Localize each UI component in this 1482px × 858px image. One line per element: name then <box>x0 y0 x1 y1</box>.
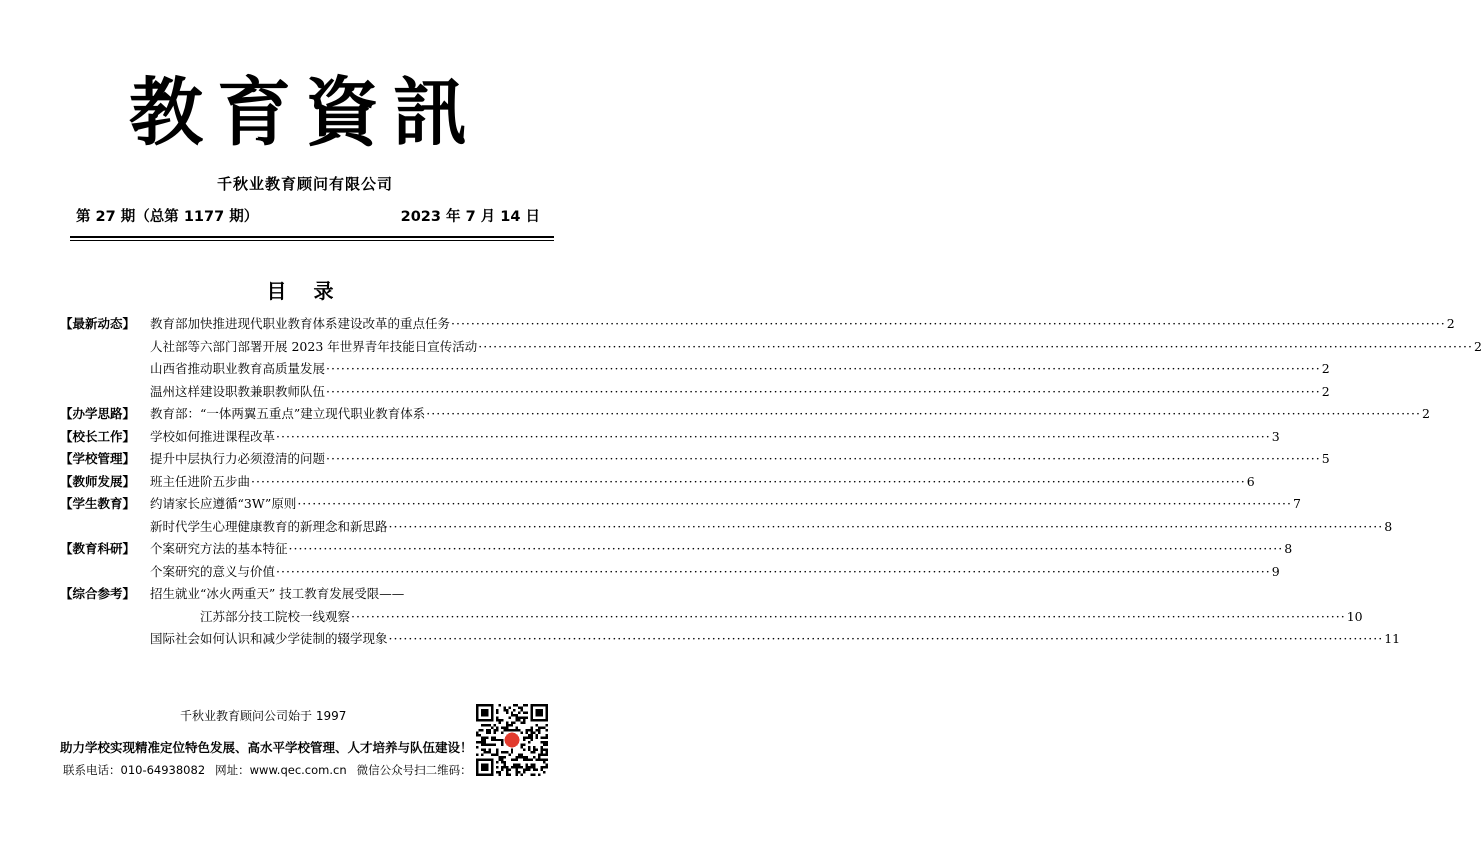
toc-entry-title: 班主任进阶五步曲 <box>150 473 251 489</box>
toc-page-number: 3 <box>1271 428 1280 444</box>
toc-page-number: 2 <box>1473 338 1482 354</box>
toc-category: 【校长工作】 <box>60 428 136 444</box>
toc-entry[interactable] <box>150 336 1482 358</box>
toc-row <box>60 538 1293 561</box>
toc-row <box>60 448 1330 471</box>
toc-page-number: 7 <box>1293 496 1301 511</box>
toc-row <box>60 381 1330 404</box>
toc-category: 【最新动态】 <box>60 316 136 331</box>
footer-phone: 联系电话：010-64938082 <box>63 763 206 777</box>
footer-since: 千秋业教育顾问公司始于 1997 <box>180 709 347 723</box>
wechat-qr-code-icon <box>476 704 548 776</box>
toc-entry-title: 招生就业“冰火两重天” 技工教育发展受限—— <box>150 586 405 601</box>
toc-leader-dots: ········································································································································································································ <box>297 496 1293 511</box>
toc-entry[interactable] <box>150 628 1401 650</box>
toc-row <box>60 426 1280 449</box>
footer-wechat: 微信公众号扫二维码： <box>356 763 472 777</box>
footer-website: 网址：www.qec.com.cn <box>215 763 347 777</box>
toc-page-number: 2 <box>1446 316 1455 331</box>
toc-leader-dots: ········································································································································································································ <box>451 316 1446 331</box>
toc-category: 【办学思路】 <box>60 406 136 421</box>
toc-row <box>60 313 1455 336</box>
header-rule-thick <box>70 236 554 238</box>
toc-page-number: 2 <box>1321 361 1330 376</box>
toc-entry[interactable] <box>150 538 1293 560</box>
toc-page-number: 2 <box>1321 383 1330 399</box>
toc-leader-dots: ········································································································································································································ <box>276 563 1271 579</box>
toc-leader-dots: ········································································································································································································ <box>326 383 1321 399</box>
toc-leader-dots: ········································································································································································································ <box>478 338 1473 354</box>
toc-entry[interactable] <box>150 426 1280 448</box>
toc-entry[interactable] <box>150 448 1330 470</box>
toc-category: 【学生教育】 <box>60 496 136 511</box>
toc-entry[interactable] <box>150 381 1330 403</box>
toc-row <box>60 561 1280 584</box>
company-name: 千秋业教育顾问有限公司 <box>216 175 393 193</box>
toc-leader-dots: ········································································································································································································ <box>326 451 1321 466</box>
toc-row <box>60 403 1430 426</box>
toc-leader-dots: ········································································································································································································ <box>251 473 1246 489</box>
toc-entry-title: 江苏部分技工院校一线观察 <box>200 608 351 624</box>
issue-date: 2023 年 7 月 14 日 <box>400 209 540 225</box>
toc-row <box>60 471 1255 494</box>
toc-page-number: 2 <box>1421 406 1430 421</box>
toc-entry[interactable] <box>150 516 1393 538</box>
toc-row <box>60 336 1482 359</box>
footer-contact <box>63 762 472 778</box>
toc-category: 【学校管理】 <box>60 451 136 466</box>
toc-page-number: 6 <box>1246 473 1255 489</box>
table-of-contents <box>60 313 1482 651</box>
toc-entry-title: 教育部加快推进现代职业教育体系建设改革的重点任务 <box>150 316 451 331</box>
header-rule-thin <box>70 240 554 241</box>
toc-leader-dots: ········································································································································································································ <box>326 361 1321 376</box>
toc-entry-title: 个案研究方法的基本特征 <box>150 541 288 556</box>
toc-leader-dots: ········································································································································································································ <box>351 608 1346 624</box>
toc-entry-title: 新时代学生心理健康教育的新理念和新思路 <box>150 518 388 534</box>
toc-entry[interactable] <box>150 583 550 605</box>
toc-entry-title: 山西省推动职业教育高质量发展 <box>150 361 326 376</box>
toc-entry[interactable] <box>150 561 1280 583</box>
toc-row <box>60 493 1301 516</box>
toc-page-number: 8 <box>1384 518 1393 534</box>
toc-entry[interactable] <box>150 493 1301 515</box>
toc-entry-title: 国际社会如何认识和减少学徒制的辍学现象 <box>150 631 388 646</box>
toc-row <box>60 358 1330 381</box>
masthead-title: 教育資訊 <box>129 70 481 156</box>
issue-number: 第 27 期（总第 1177 期） <box>76 209 259 225</box>
toc-page-number: 8 <box>1284 541 1293 556</box>
toc-category: 【教育科研】 <box>60 541 136 556</box>
toc-leader-dots: ········································································································································································································ <box>288 541 1284 556</box>
toc-entry[interactable] <box>200 606 1363 628</box>
toc-entry-title: 学校如何推进课程改革 <box>150 428 276 444</box>
toc-row <box>60 516 1393 539</box>
toc-leader-dots: ········································································································································································································ <box>388 631 1384 646</box>
toc-page-number: 9 <box>1271 563 1280 579</box>
toc-entry-title: 个案研究的意义与价值 <box>150 563 276 579</box>
toc-entry[interactable] <box>150 403 1430 425</box>
toc-entry-title: 教育部：“一体两翼五重点”建立现代职业教育体系 <box>150 406 426 421</box>
toc-leader-dots: ········································································································································································································ <box>388 518 1384 534</box>
toc-row <box>60 628 1401 651</box>
toc-row <box>60 606 1363 629</box>
toc-page-number: 11 <box>1384 631 1401 646</box>
toc-category: 【综合参考】 <box>60 586 136 601</box>
toc-page-number: 10 <box>1346 608 1363 624</box>
toc-entry-title: 约请家长应遵循“3W”原则 <box>150 496 297 511</box>
toc-row <box>60 583 550 606</box>
toc-entry[interactable] <box>150 313 1455 335</box>
toc-entry-title: 温州这样建设职教兼职教师队伍 <box>150 383 326 399</box>
footer-slogan: 助力学校实现精准定位特色发展、高水平学校管理、人才培养与队伍建设！ <box>60 740 473 755</box>
toc-leader-dots: ········································································································································································································ <box>276 428 1271 444</box>
toc-entry[interactable] <box>150 358 1330 380</box>
toc-entry-title: 提升中层执行力必须澄清的问题 <box>150 451 326 466</box>
toc-entry[interactable] <box>150 471 1255 493</box>
toc-category: 【教师发展】 <box>60 473 136 489</box>
toc-entry-title: 人社部等六部门部署开展 2023 年世界青年技能日宣传活动 <box>150 338 478 354</box>
toc-leader-dots: ········································································································································································································ <box>426 406 1421 421</box>
toc-page-number: 5 <box>1321 451 1330 466</box>
toc-heading: 目 录 <box>266 279 344 303</box>
